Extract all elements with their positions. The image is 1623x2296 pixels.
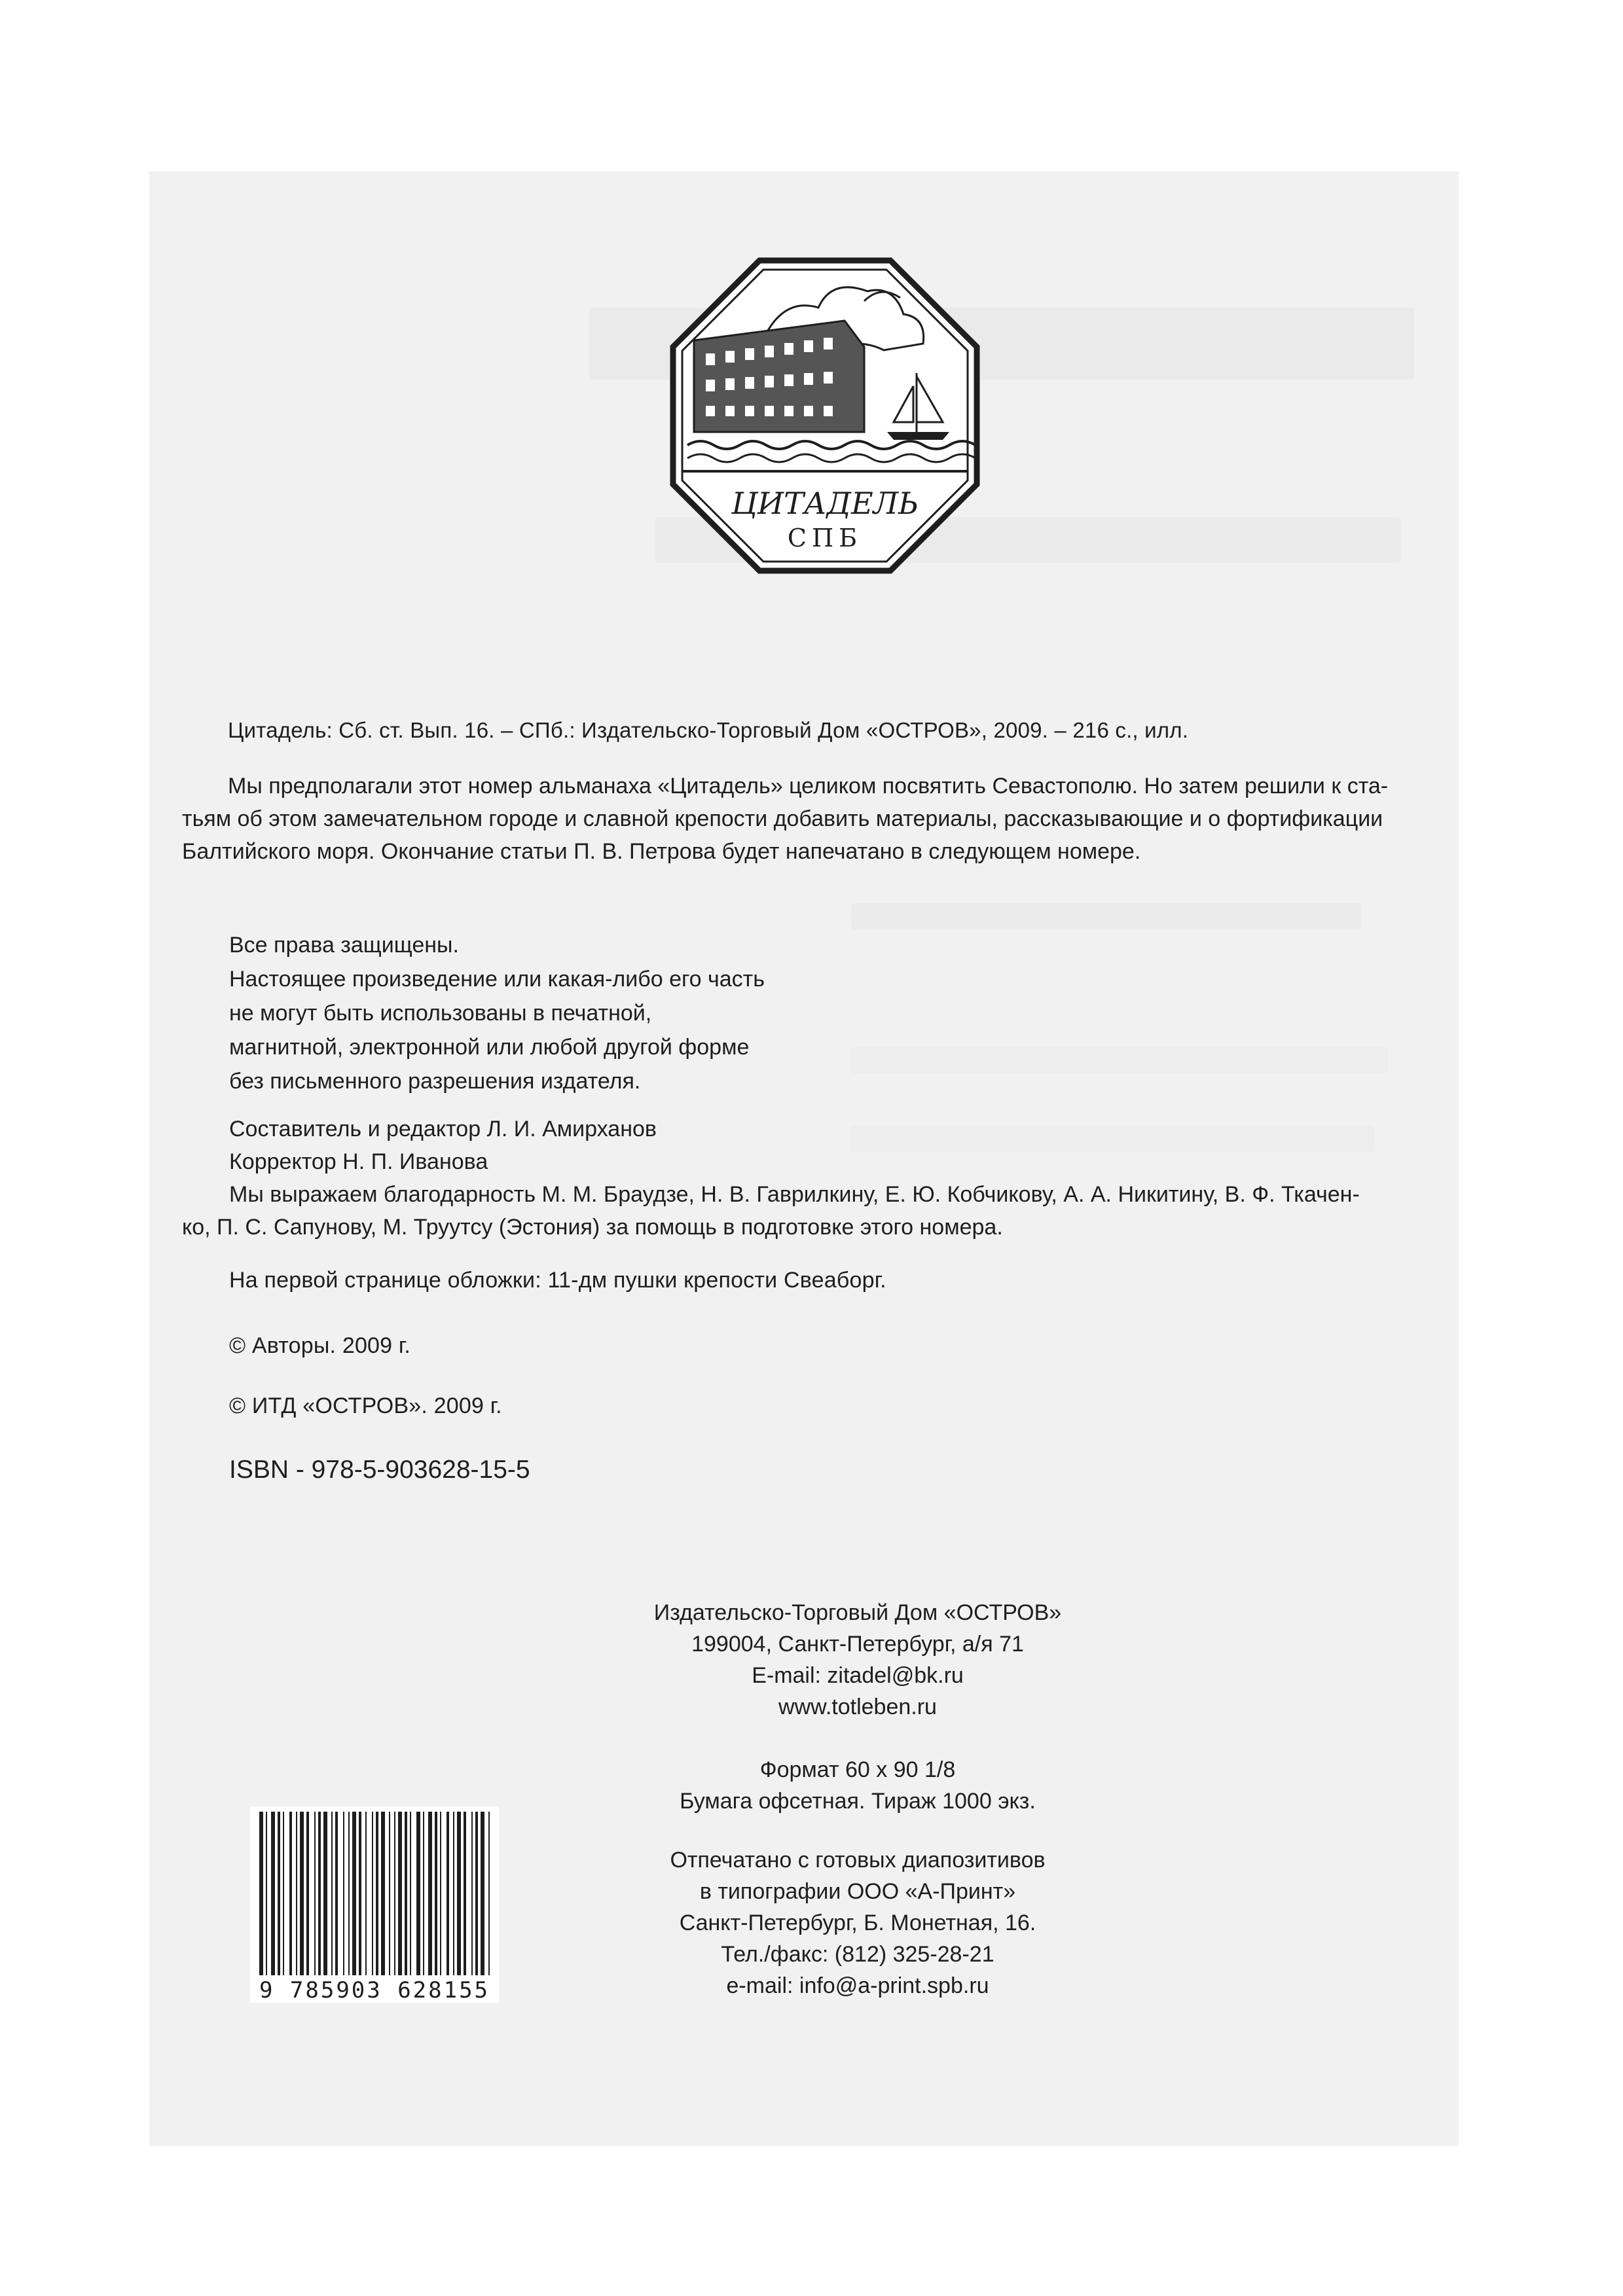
printer-info — [629, 1844, 1087, 2001]
barcode-bar — [335, 1812, 338, 1975]
logo-title: ЦИТАДЕЛЬ — [731, 486, 919, 521]
barcode-bar — [314, 1812, 316, 1975]
logo-subtitle: СПБ — [787, 524, 863, 552]
printer-line: Отпечатано с готовых диапозитивов — [670, 1848, 1046, 1873]
credits-line: Мы выражаем благодарность М. М. Браудзе, Н. В. Гаврилкину, Е. Ю. Кобчикову, А. А. Никитину, В. Ф. Ткачен- — [229, 1182, 1360, 1207]
barcode-bar — [410, 1812, 411, 1975]
show-through-line — [851, 903, 1362, 929]
barcode-bar — [296, 1812, 297, 1975]
intro-line: Мы предполагали этот номер альманаха «Цитадель» целиком посвятить Севастополю. Но затем решили к ста- — [228, 774, 1389, 798]
credits-line: Корректор Н. П. Иванова — [229, 1149, 488, 1174]
barcode-bar — [306, 1812, 309, 1975]
copyright-authors: © Авторы. 2009 г. — [229, 1333, 411, 1358]
barcode-bar — [481, 1812, 484, 1975]
barcode-bar — [435, 1812, 437, 1975]
barcode-bar — [428, 1812, 432, 1975]
barcode-bar — [318, 1812, 321, 1975]
credits-line: Составитель и редактор Л. И. Амирханов — [229, 1117, 657, 1141]
copyright-publisher: © ИТД «ОСТРОВ». 2009 г. — [229, 1393, 502, 1418]
barcode-bar — [416, 1812, 420, 1975]
barcode-bar — [266, 1812, 267, 1975]
printer-email: e-mail: info@a-print.spb.ru — [726, 1973, 989, 1998]
isbn: ISBN - 978-5-903628-15-5 — [229, 1456, 530, 1484]
barcode-bar — [398, 1812, 402, 1975]
intro-paragraph — [182, 770, 1388, 868]
bibliographic-record: Цитадель: Сб. ст. Вып. 16. – СПб.: Издательско-Торговый Дом «ОСТРОВ», 2009. – 216 с., илл. — [228, 718, 1189, 742]
show-through-line — [851, 1047, 1388, 1073]
barcode-bar — [365, 1812, 367, 1975]
rights-line: не могут быть использованы в печатной, — [229, 1001, 652, 1026]
barcode-bar — [394, 1812, 395, 1975]
barcode-bar — [453, 1812, 454, 1975]
rights-line: без письменного разрешения издателя. — [229, 1069, 641, 1094]
barcode-bar — [440, 1812, 441, 1975]
barcode-bar — [376, 1812, 378, 1975]
barcode-bar — [300, 1812, 304, 1975]
barcode-bar — [389, 1812, 390, 1975]
publisher-website: www.totleben.ru — [778, 1695, 937, 1719]
barcode-bar — [352, 1812, 356, 1975]
rights-line: Все права защищены. — [229, 933, 459, 958]
credits-line: ко, П. С. Сапунову, М. Труутсу (Эстония) за помощь в подготовке этого номера. — [182, 1215, 1003, 1240]
publisher-info — [629, 1597, 1087, 1723]
rights-line: магнитной, электронной или любой другой форме — [229, 1035, 750, 1060]
barcode-bar — [464, 1812, 466, 1975]
barcode-bar — [331, 1812, 333, 1975]
printer-line: Санкт-Петербург, Б. Монетная, 16. — [679, 1910, 1036, 1935]
barcode-bar — [372, 1812, 373, 1975]
barcode-bar — [259, 1812, 263, 1975]
barcode-bar — [283, 1812, 284, 1975]
intro-line: Балтийского моря. Окончание статьи П. В. Петрова будет напечатано в следующем номере. — [182, 839, 1141, 864]
format-line: Бумага офсетная. Тираж 1000 экз. — [680, 1789, 1036, 1814]
publisher-line: Издательско-Торговый Дом «ОСТРОВ» — [653, 1600, 1062, 1625]
rights-notice — [229, 928, 765, 1098]
cover-note: На первой странице обложки: 11-дм пушки крепости Свеаборг. — [229, 1268, 886, 1293]
barcode-bar — [471, 1812, 473, 1975]
publisher-line: 199004, Санкт-Петербург, а/я 71 — [691, 1632, 1024, 1657]
barcode-bar — [343, 1812, 344, 1975]
barcode-digits: 9 785903 628155 — [259, 1977, 490, 2003]
rights-line: Настоящее произведение или какая-либо его часть — [229, 967, 765, 992]
barcode-bar — [457, 1812, 461, 1975]
barcode-bar — [359, 1812, 361, 1975]
barcode-bar — [423, 1812, 424, 1975]
credits — [182, 1113, 1360, 1244]
barcode-bar — [381, 1812, 385, 1975]
isbn-barcode — [250, 1806, 499, 2003]
barcode-bar — [271, 1812, 275, 1975]
barcode-bar — [348, 1812, 350, 1975]
barcode-bar — [447, 1812, 449, 1975]
barcode-bar — [323, 1812, 327, 1975]
barcode-bar — [405, 1812, 407, 1975]
printer-line: Тел./факс: (812) 325-28-21 — [721, 1942, 994, 1967]
format-info — [629, 1754, 1087, 1817]
barcode-bar — [488, 1812, 490, 1975]
citadel-logo — [668, 255, 982, 576]
printer-line: в типографии ООО «А-Принт» — [699, 1879, 1016, 1904]
barcode-bar — [475, 1812, 478, 1975]
intro-line: тьям об этом замечательном городе и славной крепости добавить материалы, рассказывающие и о фортификации — [182, 806, 1383, 831]
format-line: Формат 60 х 90 1/8 — [759, 1757, 956, 1782]
barcode-bar — [289, 1812, 292, 1975]
publisher-email: E-mail: zitadel@bk.ru — [752, 1663, 964, 1688]
barcode-bar — [278, 1812, 280, 1975]
